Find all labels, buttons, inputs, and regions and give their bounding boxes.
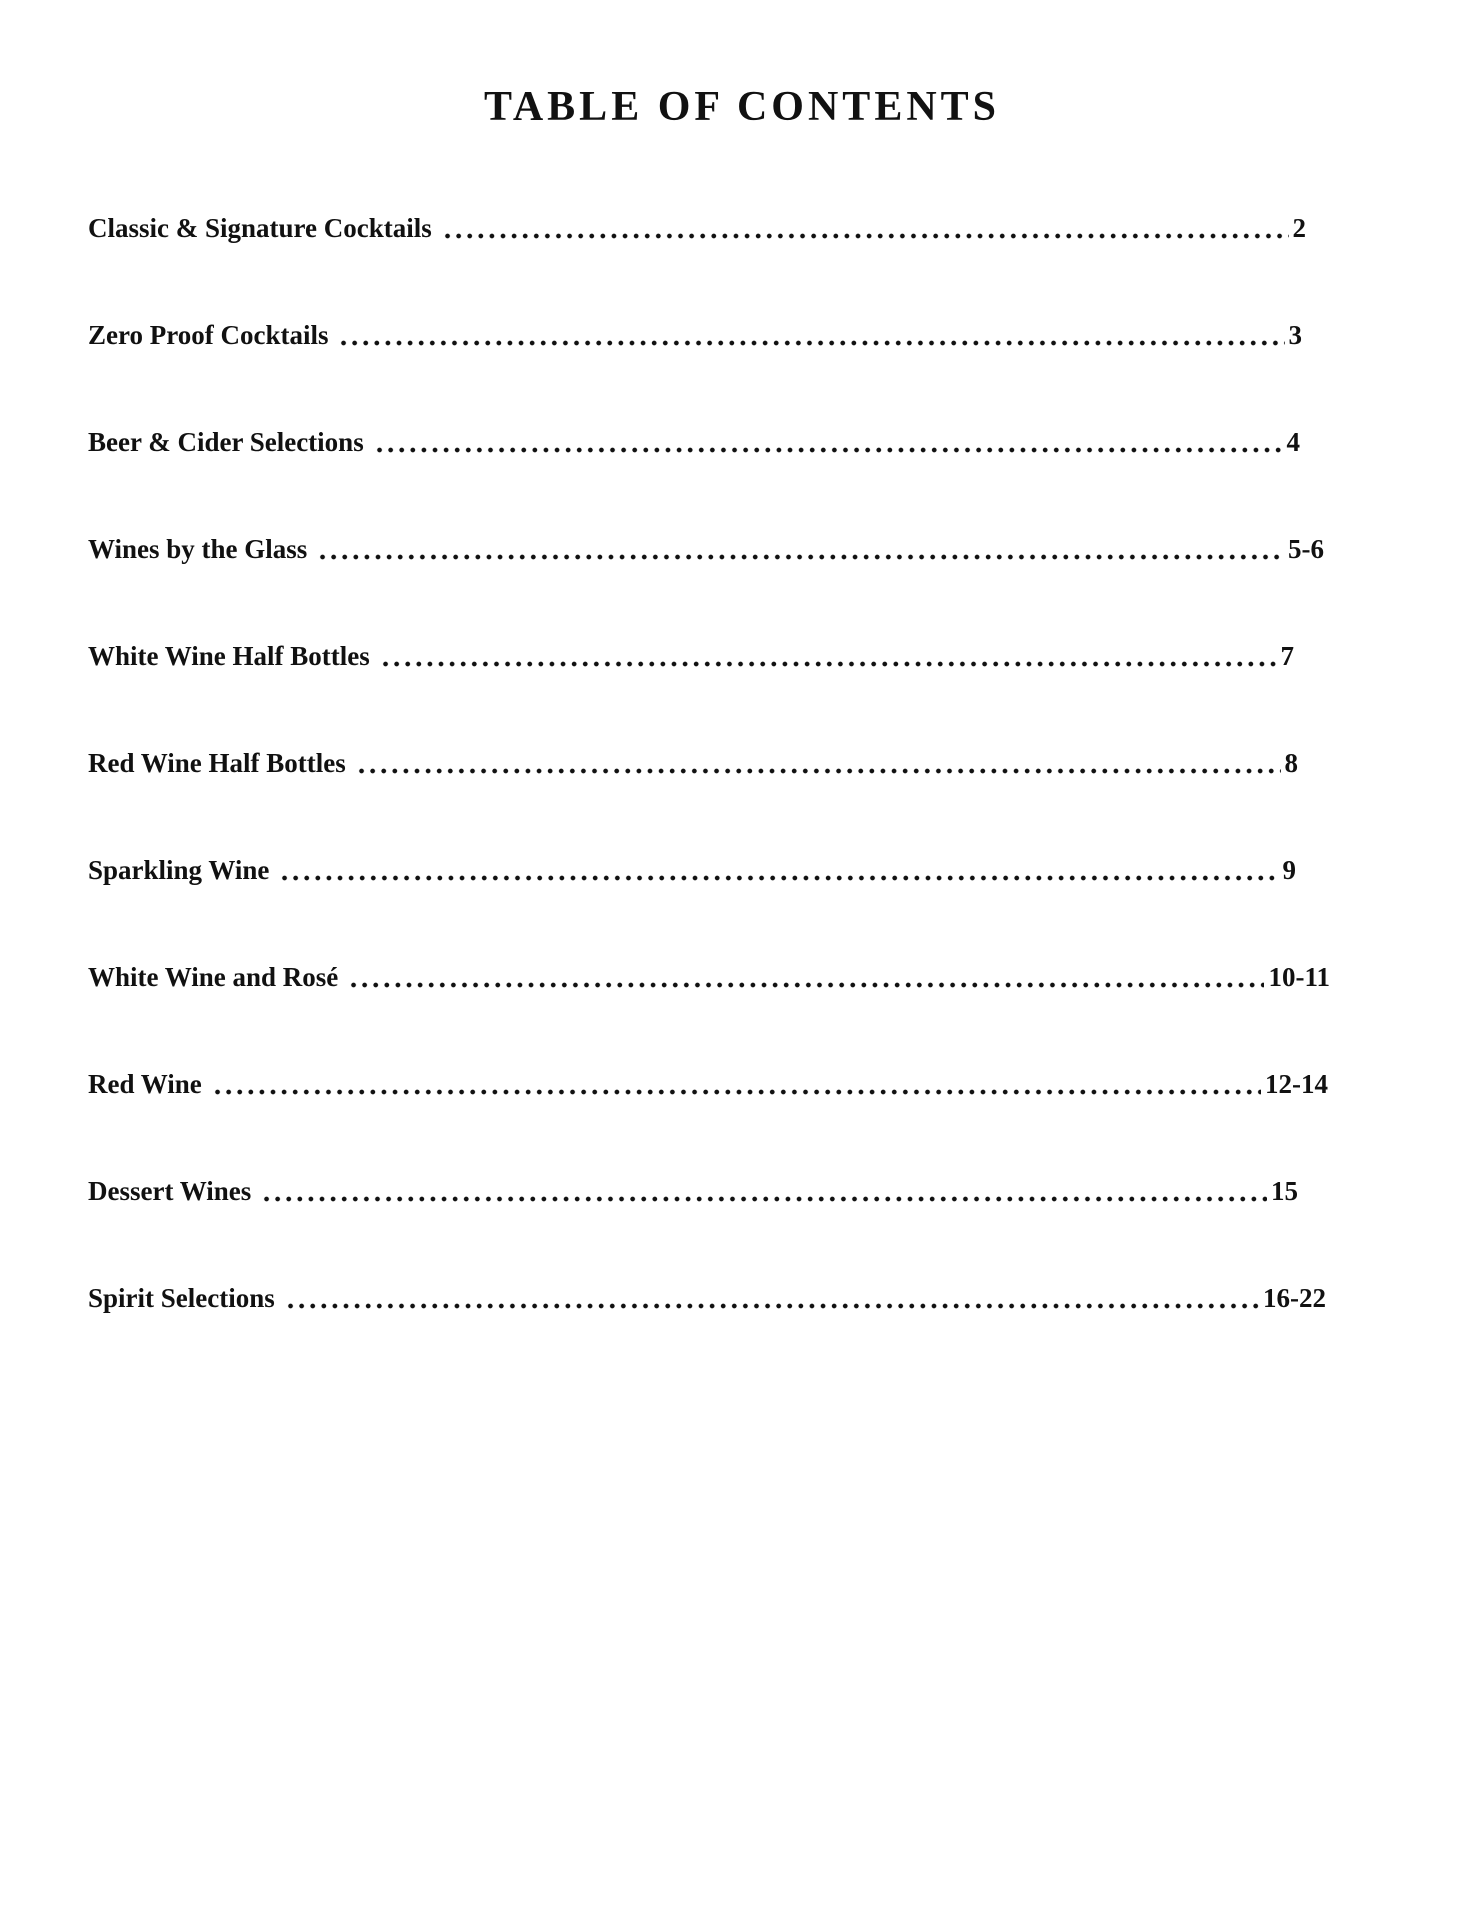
dot-leader [317,531,1284,567]
toc-entry-title: White Wine and Rosé [88,962,339,992]
toc-entry [88,852,1296,959]
toc-entry-title: Spirit Selections [88,1283,275,1313]
toc-entry [88,1066,1328,1173]
toc-entry-page: 5-6 [1288,534,1324,564]
toc-entry-title: Classic & Signature Cocktails [88,213,432,243]
dot-leader [380,638,1277,674]
toc-entry [88,210,1306,317]
toc-entry [88,531,1324,638]
toc-entry-title: White Wine Half Bottles [88,641,370,671]
dot-leader [348,959,1264,995]
toc-entry [88,424,1300,531]
dot-leader [261,1173,1267,1209]
toc-entry-page: 3 [1288,320,1302,350]
toc-entry [88,745,1298,852]
dot-leader [356,745,1281,781]
toc-entry-page: 12-14 [1265,1069,1328,1099]
toc-entry-title: Sparkling Wine [88,855,270,885]
toc-entry [88,1280,1326,1387]
table-of-contents [88,210,1348,1387]
toc-entry-page: 10-11 [1268,962,1330,992]
dot-leader [374,424,1283,460]
toc-entry-page: 8 [1284,748,1298,778]
dot-leader [285,1280,1259,1316]
toc-entry-page: 4 [1286,427,1300,457]
dot-leader [338,317,1284,353]
dot-leader [279,852,1278,888]
toc-entry [88,317,1302,424]
toc-entry-page: 16-22 [1263,1283,1326,1313]
toc-entry-title: Zero Proof Cocktails [88,320,329,350]
toc-entry-page: 9 [1282,855,1296,885]
toc-entry-page: 2 [1292,213,1306,243]
toc-entry-title: Dessert Wines [88,1176,252,1206]
toc-entry-title: Beer & Cider Selections [88,427,364,457]
toc-entry-page: 7 [1280,641,1294,671]
page-title: TABLE OF CONTENTS [483,84,1001,130]
toc-entry-title: Red Wine [88,1069,202,1099]
toc-entry [88,1173,1298,1280]
dot-leader [212,1066,1261,1102]
toc-entry-page: 15 [1271,1176,1298,1206]
toc-entry-title: Red Wine Half Bottles [88,748,346,778]
dot-leader [442,210,1289,246]
toc-entry-title: Wines by the Glass [88,534,308,564]
toc-entry [88,959,1330,1066]
toc-entry [88,638,1294,745]
